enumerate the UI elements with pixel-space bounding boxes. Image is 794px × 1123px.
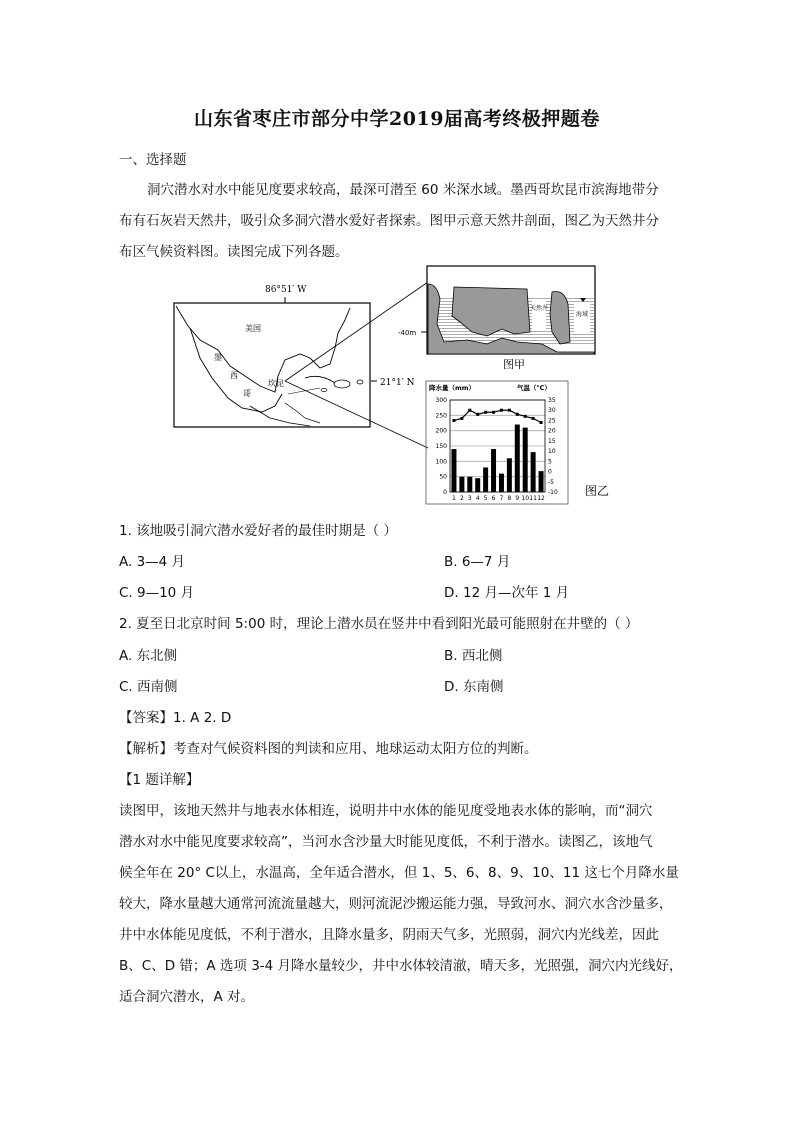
svg-text:气温（℃）: 气温（℃） — [517, 384, 551, 392]
svg-text:墨: 墨 — [214, 353, 222, 362]
svg-text:250: 250 — [435, 412, 447, 420]
svg-text:降水量（mm）: 降水量（mm） — [429, 384, 476, 392]
svg-text:21°1′ N: 21°1′ N — [380, 378, 415, 388]
svg-text:20: 20 — [548, 427, 556, 435]
svg-text:海域: 海域 — [575, 311, 589, 318]
figure-jia-cross-section — [392, 264, 602, 374]
svg-text:8: 8 — [507, 495, 512, 502]
svg-text:35: 35 — [548, 397, 556, 404]
svg-text:30: 30 — [548, 407, 556, 415]
svg-text:12: 12 — [537, 495, 545, 502]
svg-text:-40m: -40m — [398, 329, 417, 337]
section-heading: 一、选择题 — [119, 152, 187, 168]
svg-text:2: 2 — [459, 495, 464, 502]
detail-line-7: 适合洞穴潜水，A 对。 — [119, 989, 255, 1005]
svg-text:坎昆: 坎昆 — [268, 379, 284, 388]
svg-text:50: 50 — [439, 473, 447, 481]
svg-text:5: 5 — [548, 458, 552, 466]
svg-text:150: 150 — [435, 443, 447, 450]
svg-text:6: 6 — [491, 495, 496, 502]
svg-text:哥: 哥 — [243, 389, 251, 398]
q1-option-a: A. 3—4 月 — [119, 554, 186, 570]
q1-option-d: D. 12 月—次年 1 月 — [444, 585, 570, 601]
document-title: 山东省枣庄市部分中学2019届高考终极押题卷 — [194, 108, 600, 130]
svg-text:图乙: 图乙 — [584, 484, 610, 498]
svg-text:100: 100 — [435, 458, 447, 466]
svg-text:10: 10 — [548, 448, 556, 456]
svg-text:1: 1 — [452, 495, 456, 502]
q2-option-b: B. 西北侧 — [444, 648, 503, 664]
svg-text:200: 200 — [435, 427, 447, 435]
question-2-stem: 2. 夏至日北京时间 5:00 时，理论上潜水员在竖井中看到阳光最可能照射在井壁的（ ） — [119, 616, 639, 632]
detail-line-4: 较大，降水量越大通常河流流量越大，则河流泥沙搬运能力强，导致河水、洞穴水含沙量多， — [119, 896, 673, 912]
svg-text:5: 5 — [483, 495, 488, 502]
svg-text:15: 15 — [548, 437, 556, 445]
svg-text:10: 10 — [521, 495, 530, 502]
detail-line-2: 潜水对水中能见度要求较高”，当河水含沙量大时能见度低，不利于潜水。读图乙，该地气 — [119, 834, 653, 850]
q2-option-c: C. 西南侧 — [119, 679, 178, 695]
q1-option-b: B. 6—7 月 — [444, 554, 511, 570]
svg-text:0: 0 — [443, 489, 447, 496]
svg-text:7: 7 — [499, 495, 504, 502]
q1-option-c: C. 9—10 月 — [119, 585, 195, 601]
map-figure — [170, 278, 430, 478]
svg-text:11: 11 — [529, 495, 537, 502]
svg-text:-10: -10 — [548, 489, 558, 496]
longitude-label: 86°51′ W — [265, 285, 307, 295]
intro-line-3: 布区气候资料图。读图完成下列各题。 — [119, 244, 349, 260]
svg-text:美国: 美国 — [245, 324, 261, 333]
detail-line-6: B、C、D 错；A 选项 3-4 月降水量较少，井中水体较清澈，晴天多，光照强，洞穴内光线好， — [119, 958, 683, 974]
svg-text:0: 0 — [548, 468, 552, 476]
answer-line: 【答案】1. A 2. D — [119, 710, 232, 726]
svg-text:西: 西 — [230, 371, 238, 380]
svg-text:9: 9 — [515, 495, 520, 502]
svg-text:图甲: 图甲 — [503, 358, 525, 371]
svg-text:3: 3 — [467, 495, 472, 502]
analysis-line: 【解析】考查对气候资料图的判读和应用、地球运动太阳方位的判断。 — [119, 741, 538, 757]
svg-text:300: 300 — [435, 397, 447, 404]
detail-line-3: 候全年在 20° C以上，水温高，全年适合潜水，但 1、5、6、8、9、10、11 这七个月降水量 — [119, 865, 679, 881]
q2-option-a: A. 东北侧 — [119, 648, 178, 664]
q2-option-d: D. 东南侧 — [444, 679, 504, 695]
question-1-stem: 1. 该地吸引洞穴潜水爱好者的最佳时期是（ ） — [119, 523, 397, 539]
detail-heading: 【1 题详解】 — [119, 772, 200, 788]
svg-text:-5: -5 — [548, 478, 554, 486]
intro-line-1: 洞穴潜水对水中能见度要求较高，最深可潜至 60 米深水域。墨西哥坎昆市滨海地带分 — [147, 182, 659, 198]
intro-line-2: 布有石灰岩天然井，吸引众多洞穴潜水爱好者探索。图甲示意天然井剖面，图乙为天然井分 — [119, 213, 659, 229]
detail-line-1: 读图甲，该地天然井与地表水体相连，说明井中水体的能见度受地表水体的影响，而“洞穴 — [119, 803, 653, 819]
figure-yi-climate-chart — [425, 380, 635, 505]
svg-text:25: 25 — [548, 417, 556, 425]
detail-line-5: 井中水体能见度低，不利于潜水，且降水量多，阴雨天气多，光照弱，洞穴内光线差，因此 — [119, 927, 659, 943]
svg-text:4: 4 — [475, 495, 480, 502]
svg-text:天然井: 天然井 — [529, 305, 549, 312]
